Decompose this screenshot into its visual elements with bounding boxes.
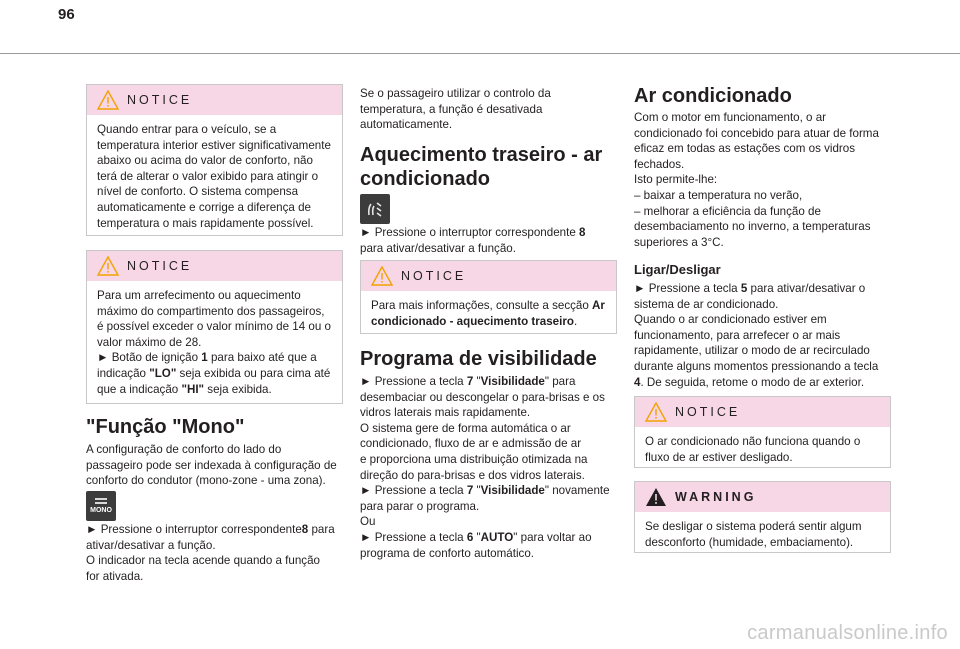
ac-line: – baixar a temperatura no verão, bbox=[634, 188, 803, 202]
warning-line: desconforto (humidade, embaciamento). bbox=[645, 535, 854, 549]
page-number: 96 bbox=[58, 6, 75, 23]
notice-line: valor máximo de 28. bbox=[97, 335, 202, 349]
rear-heading: Aquecimento traseiro - ar condicionado bbox=[360, 144, 603, 190]
notice-title: NOTICE bbox=[127, 259, 193, 273]
notice-line: que a indicação "HI" seja exibida. bbox=[97, 382, 272, 396]
onoff-line: ► Pressione a tecla 5 para ativar/desativar o bbox=[634, 282, 866, 295]
notice-line: terá de alterar o valor exibido para atingir o bbox=[97, 169, 319, 183]
visibility-heading: Programa de visibilidade bbox=[360, 348, 597, 370]
mono-line: ► Pressione o interruptor correspondente8 para bbox=[86, 523, 335, 536]
notice-line: máximo do compartimento dos passageiros, bbox=[97, 304, 325, 318]
notice-box-4 bbox=[634, 396, 891, 468]
onoff-heading: Ligar/Desligar bbox=[634, 262, 721, 277]
ac-line: superiores a 3°C. bbox=[634, 235, 724, 249]
notice-line: abaixo ou acima do valor de conforto, não bbox=[97, 154, 313, 168]
notice-line: condicionado - aquecimento traseiro. bbox=[371, 314, 578, 328]
notice-box-1 bbox=[86, 84, 343, 236]
mono-intro-line: A configuração de conforto do lado do bbox=[86, 443, 282, 456]
warning-triangle-icon bbox=[645, 487, 667, 507]
onoff-line: 4. De seguida, retome o modo de ar exterior. bbox=[634, 375, 865, 389]
watermark-footer: carmanualsonline.info bbox=[747, 622, 948, 644]
top-divider bbox=[0, 53, 960, 54]
notice-line: nível de conforto. O sistema compensa bbox=[97, 185, 299, 199]
ac-line: Com o motor em funcionamento, o ar bbox=[634, 111, 827, 124]
mono-intro-line: passageiro pode ser indexada à configuração de bbox=[86, 458, 337, 472]
notice-header bbox=[635, 397, 890, 427]
notice-line: é possível exceder o valor mínimo de 14 ou o bbox=[97, 320, 331, 334]
ac-line: desembaciamento no inverno, a temperaturas bbox=[634, 220, 871, 234]
visibility-line: condicionado, fluxo de ar e admissão de ar bbox=[360, 437, 582, 451]
notice-triangle-icon bbox=[371, 266, 393, 286]
notice-box-2 bbox=[86, 250, 343, 404]
ac-line: fechados. bbox=[634, 157, 685, 171]
visibility-line: desembaciar ou descongelar o para-brisas e os bbox=[360, 390, 605, 404]
notice-line: temperatura interior estiver significativamente bbox=[97, 138, 331, 152]
notice-line: O ar condicionado não funciona quando o bbox=[645, 435, 861, 448]
visibility-line: direção do para-brisas e dos vidros laterais. bbox=[360, 468, 585, 482]
intro-line: automaticamente. bbox=[360, 118, 453, 132]
notice-title: NOTICE bbox=[401, 269, 467, 283]
warning-title: WARNING bbox=[675, 490, 757, 504]
mono-heading: "Função "Mono" bbox=[86, 416, 245, 438]
visibility-line: para parar o programa. bbox=[360, 499, 480, 513]
onoff-line: sistema de ar condicionado. bbox=[634, 297, 779, 311]
onoff-line: durante alguns momentos pressionando a tecla bbox=[634, 359, 879, 373]
notice-line: Quando entrar para o veículo, se a bbox=[97, 123, 277, 136]
rear-ac-icon bbox=[360, 194, 390, 224]
visibility-line: e proporciona uma distribuição otimizada na bbox=[360, 452, 588, 466]
notice-title: NOTICE bbox=[127, 93, 193, 107]
mono-line: ativar/desativar a função. bbox=[86, 538, 216, 552]
intro-line: Se o passageiro utilizar o controlo da bbox=[360, 87, 551, 100]
rear-line: para ativar/desativar a função. bbox=[360, 241, 516, 255]
ac-line: – melhorar a eficiência da função de bbox=[634, 204, 821, 218]
visibility-line: vidros laterais mais rapidamente. bbox=[360, 406, 531, 420]
notice-line: automaticamente e corrige a diferença de bbox=[97, 200, 311, 214]
notice-triangle-icon bbox=[645, 402, 667, 422]
notice-header bbox=[87, 251, 342, 281]
rear-line: ► Pressione o interruptor correspondente 8 bbox=[360, 226, 586, 239]
ac-line: eficaz em todas as estações com os vidros bbox=[634, 142, 856, 156]
warning-header bbox=[635, 482, 890, 512]
intro-line: temperatura, a função é desativada bbox=[360, 102, 543, 116]
ac-line: condicionado foi concebido para atuar de forma bbox=[634, 126, 879, 140]
notice-title: NOTICE bbox=[675, 405, 741, 419]
notice-box-3 bbox=[360, 260, 617, 334]
visibility-line: ► Pressione a tecla 7 "Visibilidade" para bbox=[360, 375, 576, 388]
visibility-line: ► Pressione a tecla 6 "AUTO" para voltar ao bbox=[360, 530, 592, 544]
ac-heading: Ar condicionado bbox=[634, 85, 792, 107]
notice-header bbox=[361, 261, 616, 291]
notice-line: Para um arrefecimento ou aquecimento bbox=[97, 289, 301, 302]
notice-triangle-icon bbox=[97, 256, 119, 276]
mono-button-icon: MONO bbox=[86, 491, 116, 521]
visibility-line: Ou bbox=[360, 515, 376, 529]
mono-intro-line: conforto do condutor (mono-zone - uma zona). bbox=[86, 474, 326, 488]
notice-line: fluxo de ar estiver desligado. bbox=[645, 450, 793, 464]
notice-header bbox=[87, 85, 342, 115]
notice-line: indicação "LO" seja exibida ou para cima até bbox=[97, 366, 331, 380]
visibility-line: O sistema gere de forma automática o ar bbox=[360, 421, 571, 435]
onoff-line: Quando o ar condicionado estiver em bbox=[634, 313, 827, 327]
notice-line: temperatura o mais rapidamente possível. bbox=[97, 216, 314, 230]
onoff-line: funcionamento, para arrefecer o ar mais bbox=[634, 328, 841, 342]
mono-line: O indicador na tecla acende quando a função bbox=[86, 554, 320, 568]
ac-line: Isto permite-lhe: bbox=[634, 173, 718, 187]
visibility-line: programa de conforto automático. bbox=[360, 546, 535, 560]
notice-triangle-icon bbox=[97, 90, 119, 110]
visibility-line: ► Pressione a tecla 7 "Visibilidade" novamente bbox=[360, 484, 610, 498]
mono-line: for ativada. bbox=[86, 569, 144, 583]
onoff-line: rapidamente, utilizar o modo de ar recirculado bbox=[634, 344, 870, 358]
notice-line: ► Botão de ignição 1 para baixo até que a bbox=[97, 351, 317, 365]
warning-line: Se desligar o sistema poderá sentir algum bbox=[645, 520, 862, 533]
warning-box bbox=[634, 481, 891, 553]
notice-line: Para mais informações, consulte a secção Ar bbox=[371, 299, 605, 312]
